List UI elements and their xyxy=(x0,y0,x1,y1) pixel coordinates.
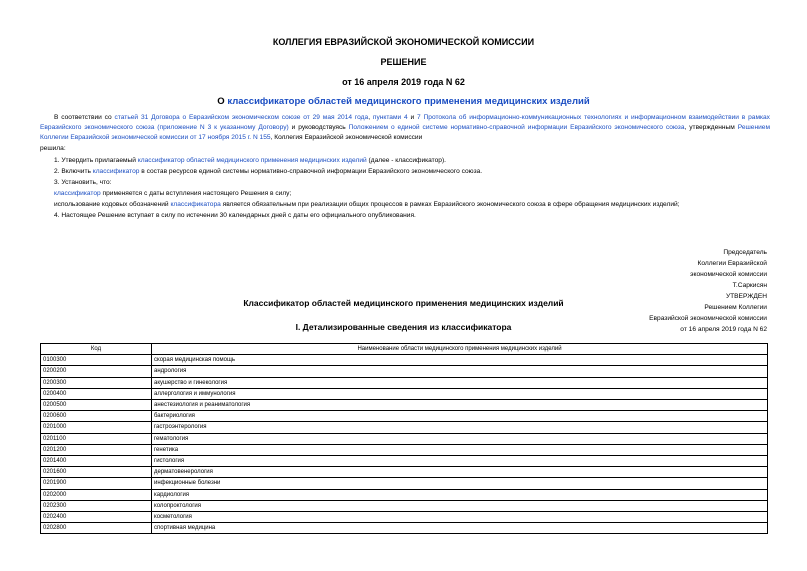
intro-text: В соответствии со xyxy=(54,114,115,121)
protocol-link[interactable]: 7 Протокола об информационно-коммуникационных технологиях и информационном взаимодействии в рамках Евразийского экономического союза (приложение N 3 к указанному Договору) xyxy=(40,114,770,131)
row-code: 0202400 xyxy=(41,512,152,523)
table-row xyxy=(41,500,768,511)
table-row xyxy=(41,456,768,467)
document-date-number: от 16 апреля 2019 года N 62 xyxy=(342,77,465,87)
title-link[interactable]: классификаторе областей медицинского применения медицинских изделий xyxy=(227,96,590,107)
signature-name: Т.Саркисян xyxy=(732,282,767,289)
row-name: гистология xyxy=(152,456,768,467)
classifier-link[interactable]: классификатор xyxy=(92,168,140,175)
row-code: 0202800 xyxy=(41,523,152,534)
row-code: 0201100 xyxy=(41,433,152,444)
organization-heading: КОЛЛЕГИЯ ЕВРАЗИЙСКОЙ ЭКОНОМИЧЕСКОЙ КОМИССИИ xyxy=(272,37,535,47)
document-title xyxy=(0,96,807,107)
row-name: скорая медицинская помощь xyxy=(152,355,768,366)
row-code: 0202300 xyxy=(41,500,152,511)
row-name: бактериология xyxy=(152,411,768,422)
row-name: инфекционные болезни xyxy=(152,478,768,489)
row-code: 0201900 xyxy=(41,478,152,489)
row-code: 0201600 xyxy=(41,467,152,478)
document-type: РЕШЕНИЕ xyxy=(380,57,427,67)
item-3: 3. Установить, что: xyxy=(54,179,112,186)
intro-text: и xyxy=(407,114,418,121)
table-row xyxy=(41,388,768,399)
intro-paragraph xyxy=(40,113,770,143)
table-row xyxy=(41,478,768,489)
item-4: 4. Настоящее Решение вступает в силу по истечении 30 календарных дней с даты его официального опубликования. xyxy=(54,212,416,219)
table-row xyxy=(41,422,768,433)
item-1: 1. Утвердить прилагаемый классификатор областей медицинского применения медицинских изделий (далее - классификатор). xyxy=(54,157,446,164)
protocol-points-link[interactable]: пунктами 4 xyxy=(372,114,408,121)
table-row xyxy=(41,489,768,500)
table-row xyxy=(41,467,768,478)
row-name: дерматовенерология xyxy=(152,467,768,478)
intro-text: , Коллегия Евразийской экономической комиссии xyxy=(270,134,423,141)
table-row xyxy=(41,444,768,455)
table-row xyxy=(41,512,768,523)
approval-line: от 16 апреля 2019 года N 62 xyxy=(680,326,767,333)
row-name: спортивная медицина xyxy=(152,523,768,534)
row-name: андрология xyxy=(152,366,768,377)
intro-text: , xyxy=(368,114,373,121)
table-row xyxy=(41,400,768,411)
row-code: 0200400 xyxy=(41,388,152,399)
row-code: 0200200 xyxy=(41,366,152,377)
classifier-link[interactable]: классификатора xyxy=(170,201,221,208)
approval-line: Евразийской экономической комиссии xyxy=(649,315,767,322)
classifier-section-title: I. Детализированные сведения из классификатора xyxy=(295,322,512,332)
signature-line: Председатель xyxy=(723,249,767,256)
row-code: 0200600 xyxy=(41,411,152,422)
row-name: аллергология и иммунология xyxy=(152,388,768,399)
row-code: 0200300 xyxy=(41,377,152,388)
column-header-code: Код xyxy=(41,344,152,355)
row-code: 0201400 xyxy=(41,456,152,467)
intro-text: и руководствуясь xyxy=(288,124,349,131)
signature-line: Коллегии Евразийской xyxy=(697,260,767,267)
row-name: генетика xyxy=(152,444,768,455)
approved-label: УТВЕРЖДЕН xyxy=(725,293,767,300)
table-row xyxy=(41,433,768,444)
table-row xyxy=(41,411,768,422)
signature-line: экономической комиссии xyxy=(690,271,767,278)
table-row xyxy=(41,377,768,388)
decision-link[interactable]: Решением Коллегии Евразийской экономической комиссии от 17 ноября 2015 г. N 155 xyxy=(40,124,770,141)
row-code: 0201200 xyxy=(41,444,152,455)
table-row xyxy=(41,366,768,377)
item-3b: использование кодовых обозначений классификатора является обязательным при реализации общих процессов в рамках Евразийского экономического союза в сфере обращения медицинских изделий; xyxy=(54,201,680,208)
row-name: гастроэнтерология xyxy=(152,422,768,433)
row-code: 0100300 xyxy=(41,355,152,366)
item-2: 2. Включить классификатор в состав ресурсов единой системы нормативно-справочной информации Евразийского экономического союза. xyxy=(54,168,483,175)
decided-label: решила: xyxy=(40,145,66,152)
classifier-link[interactable]: классификатор xyxy=(54,190,101,197)
row-code: 0202000 xyxy=(41,489,152,500)
approval-line: Решением Коллегии xyxy=(704,304,767,311)
row-name: гематология xyxy=(152,433,768,444)
table-header-row xyxy=(41,344,768,355)
classifier-title: Классификатор областей медицинского применения медицинских изделий xyxy=(243,298,564,308)
table-row xyxy=(41,355,768,366)
regulation-link[interactable]: Положением о единой системе нормативно-справочной информации Евразийского экономического союза xyxy=(348,124,685,131)
row-name: акушерство и гинекология xyxy=(152,377,768,388)
table-row xyxy=(41,523,768,534)
title-prefix: О xyxy=(217,96,228,107)
item-3a: классификатор применяется с даты вступления настоящего Решения в силу; xyxy=(54,190,292,197)
classifier-link[interactable]: классификатор областей медицинского применения медицинских изделий xyxy=(137,157,367,164)
column-header-name: Наименование области медицинского применения медицинских изделий xyxy=(152,344,768,355)
intro-text: , утвержденным xyxy=(684,124,738,131)
row-name: кардиология xyxy=(152,489,768,500)
row-name: анестезиология и реаниматология xyxy=(152,400,768,411)
classifier-table xyxy=(40,343,768,534)
row-code: 0200500 xyxy=(41,400,152,411)
row-name: колопроктология xyxy=(152,500,768,511)
row-code: 0201000 xyxy=(41,422,152,433)
row-name: косметология xyxy=(152,512,768,523)
treaty-article-link[interactable]: статьей 31 Договора о Евразийском экономическом союзе от 29 мая 2014 года xyxy=(114,114,369,121)
